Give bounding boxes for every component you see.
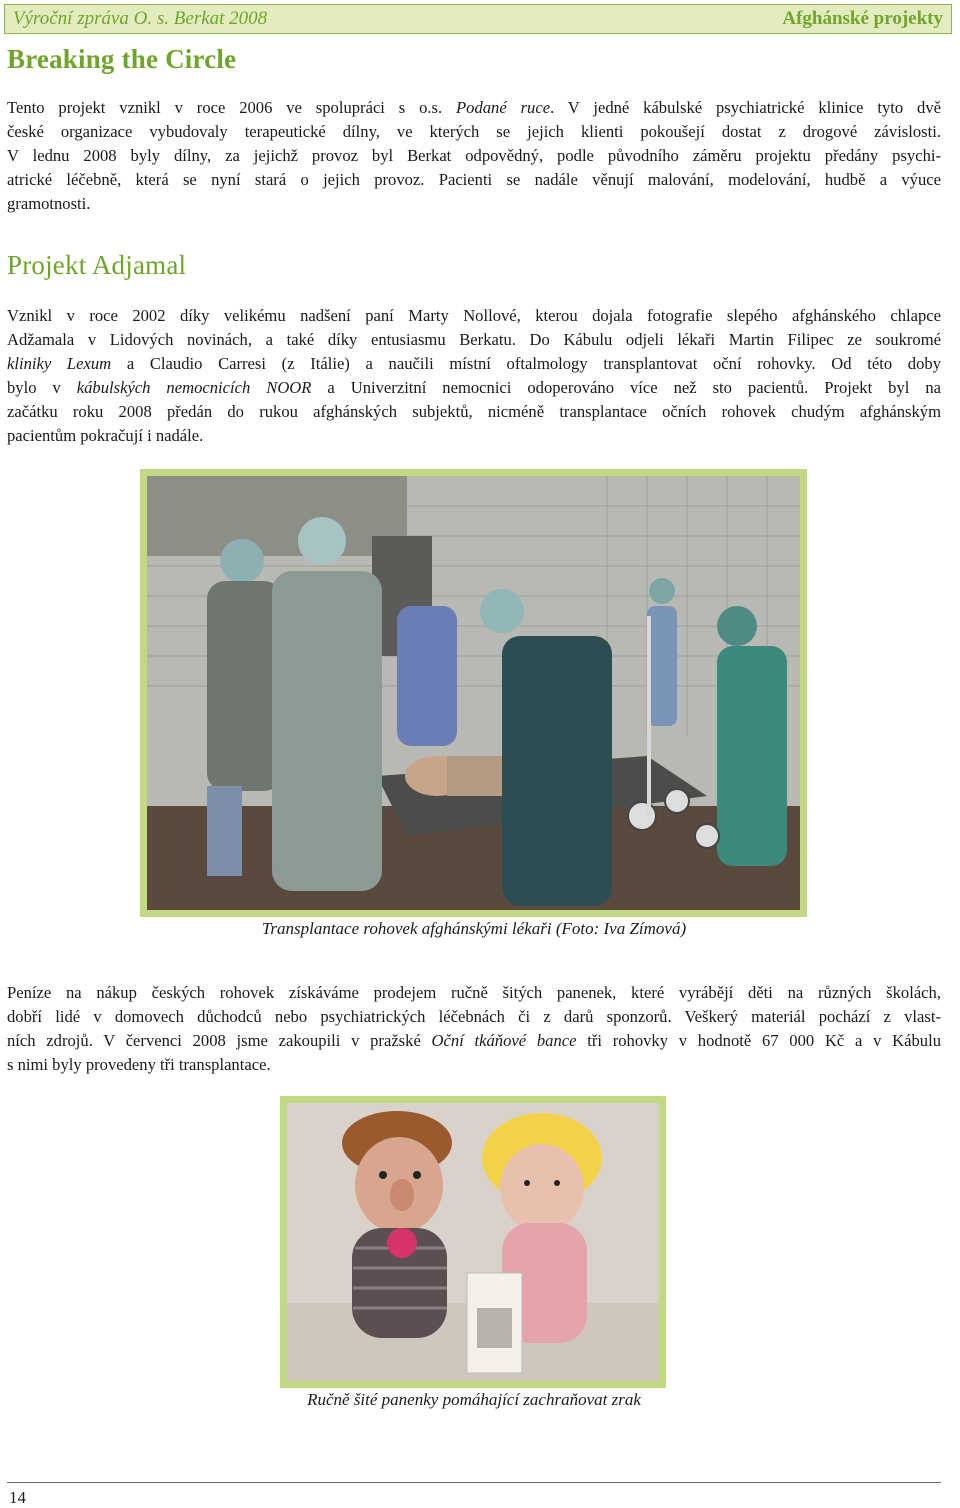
dolls-photo-caption: Ručně šité panenky pomáhající zachraňovat zrak bbox=[307, 1390, 641, 1409]
text-run: Tento projekt vznikl v roce 2006 ve spolupráci s o.s. bbox=[7, 98, 457, 117]
header-section-title: Afghánské projekty bbox=[782, 8, 943, 29]
text-run: Peníze na nákup českých rohovek získáváme prodejem ručně šitých panenek, které vyrábějí děti na různých školách, bbox=[7, 983, 941, 1002]
text-run: začátku roku 2008 předán do rukou afghánských subjektů, nicméně transplantace očních rohovek chudým afghánským bbox=[7, 402, 941, 421]
paragraph-line bbox=[7, 328, 941, 352]
text-run: gramotnosti. bbox=[7, 194, 91, 213]
italic-text: Podané ruce bbox=[456, 98, 551, 117]
section-title-breaking-the-circle: Breaking the Circle bbox=[7, 44, 237, 74]
text-run: tři rohovky v hodnotě 67 000 Kč a v Kábulu bbox=[576, 1031, 942, 1050]
paragraph-line bbox=[7, 192, 941, 216]
text-run: s nimi byly provedeny tři transplantace. bbox=[7, 1055, 271, 1074]
paragraph-line bbox=[7, 304, 941, 328]
surgery-photo bbox=[140, 469, 807, 917]
footer-rule bbox=[7, 1482, 941, 1483]
text-run: a Univerzitní nemocnici odoperováno více než sto pacientů. Projekt byl na bbox=[311, 378, 941, 397]
paragraph-line bbox=[7, 376, 941, 400]
text-run: . V jedné kábulské psychiatrické klinice tyto dvě bbox=[550, 98, 941, 117]
paragraph-line bbox=[7, 1005, 941, 1029]
italic-text: Oční tkáňové bance bbox=[431, 1031, 577, 1050]
text-run: atrické léčebně, která se nyní stará o jejich provoz. Pacienti se nadále věnují malování, modelování, hudbě a výuce bbox=[7, 170, 941, 189]
surgery-photo-icon bbox=[147, 476, 800, 910]
text-run: a Claudio Carresi (z Itálie) a naučili místní oftalmology transplantovat oční rohovky. Od této doby bbox=[111, 354, 941, 373]
paragraph-line bbox=[7, 424, 941, 448]
text-run: české organizace vybudovaly terapeutické dílny, ve kterých se jejich klienti pokoušejí dostat z drogové závislosti. bbox=[7, 122, 941, 141]
text-run: ních zdrojů. V červenci 2008 jsme zakoupili v pražské bbox=[7, 1031, 432, 1050]
page-number: 14 bbox=[9, 1488, 26, 1507]
paragraph-line bbox=[7, 168, 941, 192]
paragraph-line bbox=[7, 400, 941, 424]
paragraph-line bbox=[7, 120, 941, 144]
surgery-photo-caption: Transplantace rohovek afghánskými lékaři (Foto: Iva Zímová) bbox=[261, 919, 687, 938]
section2-paragraph bbox=[7, 304, 941, 448]
section-title-projekt-adjamal: Projekt Adjamal bbox=[7, 250, 187, 280]
paragraph-line bbox=[7, 144, 941, 168]
text-run: dobří lidé v domovech důchodců nebo psychiatrických léčebnách či z darů sponzorů. Veškerý materiál pochází z vlast- bbox=[7, 1007, 941, 1026]
italic-text: kliniky Lexum bbox=[7, 354, 112, 373]
text-run: Adžamala v Lidových novinách, a také díky entusiasmu Berkatu. Do Kábulu odjeli lékaři Martin Filipec ze soukromé bbox=[7, 330, 941, 349]
section3-paragraph bbox=[7, 981, 941, 1077]
text-run: Vznikl v roce 2002 díky velikému nadšení paní Marty Nollové, kterou dojala fotografie slepého afghánského chlapce bbox=[7, 306, 941, 325]
text-run: bylo v bbox=[7, 378, 77, 397]
paragraph-line bbox=[7, 981, 941, 1005]
paragraph-line bbox=[7, 1053, 941, 1077]
dolls-photo bbox=[280, 1096, 666, 1388]
dolls-photo-icon bbox=[287, 1103, 659, 1381]
italic-text: kábulských nemocnicích NOOR bbox=[76, 378, 312, 397]
paragraph-line bbox=[7, 1029, 941, 1053]
paragraph-line bbox=[7, 352, 941, 376]
section1-paragraph bbox=[7, 96, 941, 216]
paragraph-line bbox=[7, 96, 941, 120]
text-run: V lednu 2008 byly dílny, za jejichž provoz byl Berkat odpovědný, podle původního záměru projektu předány psychi- bbox=[7, 146, 941, 165]
running-header bbox=[4, 4, 952, 34]
header-report-title: Výroční zpráva O. s. Berkat 2008 bbox=[13, 8, 268, 29]
text-run: pacientům pokračují i nadále. bbox=[7, 426, 204, 445]
